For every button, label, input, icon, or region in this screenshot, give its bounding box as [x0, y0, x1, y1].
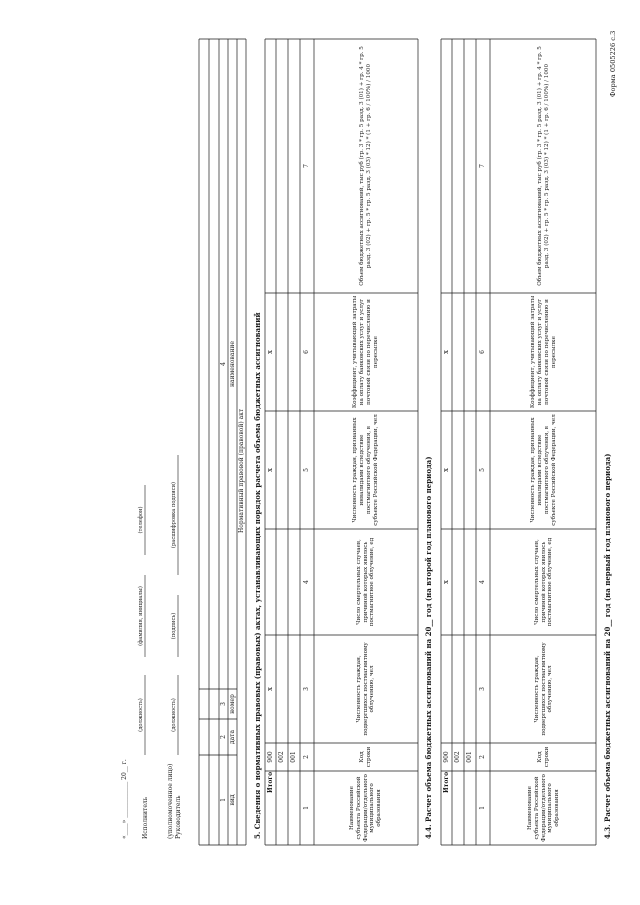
hint-position: (должность) [138, 698, 144, 732]
s44-colnum-1: 1 [303, 806, 310, 810]
s43-colnum-7: 7 [479, 164, 486, 168]
s44-total-x: x [266, 350, 274, 354]
hint-position: (должность) [171, 698, 177, 732]
s43-row-code: 001 [466, 751, 473, 763]
s44-header-disabled: Численность граждан, признанных инвалидами вследствие постмагнитного облучения, в субъекте Российской Федерации, чел [352, 414, 379, 526]
s5-header-name: наименование [229, 341, 236, 387]
form-code: Форма 0505226 с.3 [609, 30, 617, 97]
head-label-sub: (уполномоченное лицо) [167, 763, 174, 839]
signature-date: «____» ____________ 20__ г. [121, 759, 128, 839]
s43-colnum-5: 5 [479, 468, 486, 472]
s43-colnum-6: 6 [479, 350, 486, 354]
s44-row-code: 001 [290, 751, 297, 763]
s43-colnum-3: 3 [479, 687, 486, 691]
s44-header-coefficient: Коэффициент, учитывающий затраты на оплату банковских услуг и услуг почтовой связи по перечислению и пересылке [352, 295, 379, 409]
hint-decoding: (расшифровка подписи) [171, 481, 177, 549]
s5-header-date: дата [229, 729, 236, 745]
s44-total-x: x [266, 468, 274, 472]
s43-total-x: x [442, 468, 450, 472]
s5-group-header: Нормативный правовой (правовой) акт [238, 408, 245, 533]
s43-header-disabled: Численность граждан, признанных инвалидами вследствие постмагнитного облучения, в субъекте Российской Федерации, чел [530, 414, 557, 526]
s43-total-x: x [442, 580, 450, 584]
hint-surname: (фамилия, инициалы) [138, 586, 144, 646]
s44-colnum-3: 3 [303, 687, 310, 691]
s44-colnum-5: 5 [303, 468, 310, 472]
s43-header-amount: Объем бюджетных ассигнований, тыс руб (гр. 3 * гр. 5 разд. 3 (01) + гр. 4 * гр. 5 разд. 3 (02) + гр. 5 * гр. 5 разд. 3 (03) * 12) * (1 + гр. 6 / 100%) / 1000 [537, 46, 550, 286]
s5-colnum-2: 2 [220, 735, 227, 739]
s43-row-code: 002 [454, 751, 461, 763]
s43-header-code: Код строки [537, 746, 550, 768]
s43-header-coefficient: Коэффициент, учитывающий затраты на оплату банковских услуг и услуг почтовой связи по перечислению и пересылке [530, 295, 557, 409]
s43-total-label: Итого [443, 771, 450, 793]
s43-header-deaths: Число смертельных случаев, причиной которых явилось постмагнитное облучение, ед [533, 537, 554, 627]
s5-colnum-1: 1 [220, 798, 227, 802]
s44-header-amount: Объем бюджетных ассигнований, тыс руб (гр. 3 * гр. 5 разд. 3 (01) + гр. 4 * гр. 5 разд. 3 (02) + гр. 5 * гр. 5 разд. 3 (03) * 12) * (1 + гр. 6 / 100%) / 1000 [359, 46, 372, 286]
s44-header-region: Наименование субъекта Российской Федерации/отдельного муниципального образования [348, 774, 383, 842]
s44-header-code: Код строки [359, 746, 372, 768]
executor-label: Исполнитель [142, 797, 149, 839]
s43-total-x: x [442, 350, 450, 354]
s5-header-number: номер [229, 694, 236, 714]
section-4-3-title: 4.3. Расчет объема бюджетных ассигнований на 20__ год (на первый год планового периода) [603, 453, 612, 839]
s44-row-code: 002 [278, 751, 285, 763]
s5-colnum-4: 4 [220, 362, 227, 366]
s43-colnum-2: 2 [479, 755, 486, 759]
section-5-title: 5. Сведения о нормативных правовых (правовых) актах, устанавливающих порядок расчета объема бюджетных ассигнований [253, 312, 262, 839]
s43-header-exposed: Численность граждан, подвергшихся постмагнитному облучению, чел [533, 642, 554, 736]
hint-phone: (телефон) [138, 506, 144, 534]
s44-colnum-2: 2 [303, 755, 310, 759]
s44-total-x: x [266, 687, 274, 691]
s44-colnum-7: 7 [303, 164, 310, 168]
s43-header-region: Наименование субъекта Российской Федерации/отдельного муниципального образования [526, 774, 561, 842]
s44-colnum-6: 6 [303, 350, 310, 354]
s44-header-deaths: Число смертельных случаев, причиной которых явилось постмагнитное облучение, ед [355, 537, 376, 627]
s44-colnum-4: 4 [303, 580, 310, 584]
section-4-4-title: 4.4. Расчет объема бюджетных ассигнований на 20__ год (на второй год планового периода) [424, 456, 433, 839]
s44-total-label: Итого [267, 771, 274, 793]
s43-colnum-4: 4 [479, 580, 486, 584]
s5-header-type: вид [229, 794, 236, 806]
s43-colnum-1: 1 [479, 806, 486, 810]
s43-total-code: 900 [443, 751, 450, 763]
head-label: Руководитель [175, 795, 182, 839]
s5-colnum-3: 3 [220, 702, 227, 706]
s44-total-code: 900 [267, 751, 274, 763]
s44-header-exposed: Численность граждан, подвергшихся постмагнитному облучению, чел [355, 642, 376, 736]
hint-signature: (подпись) [171, 612, 177, 640]
